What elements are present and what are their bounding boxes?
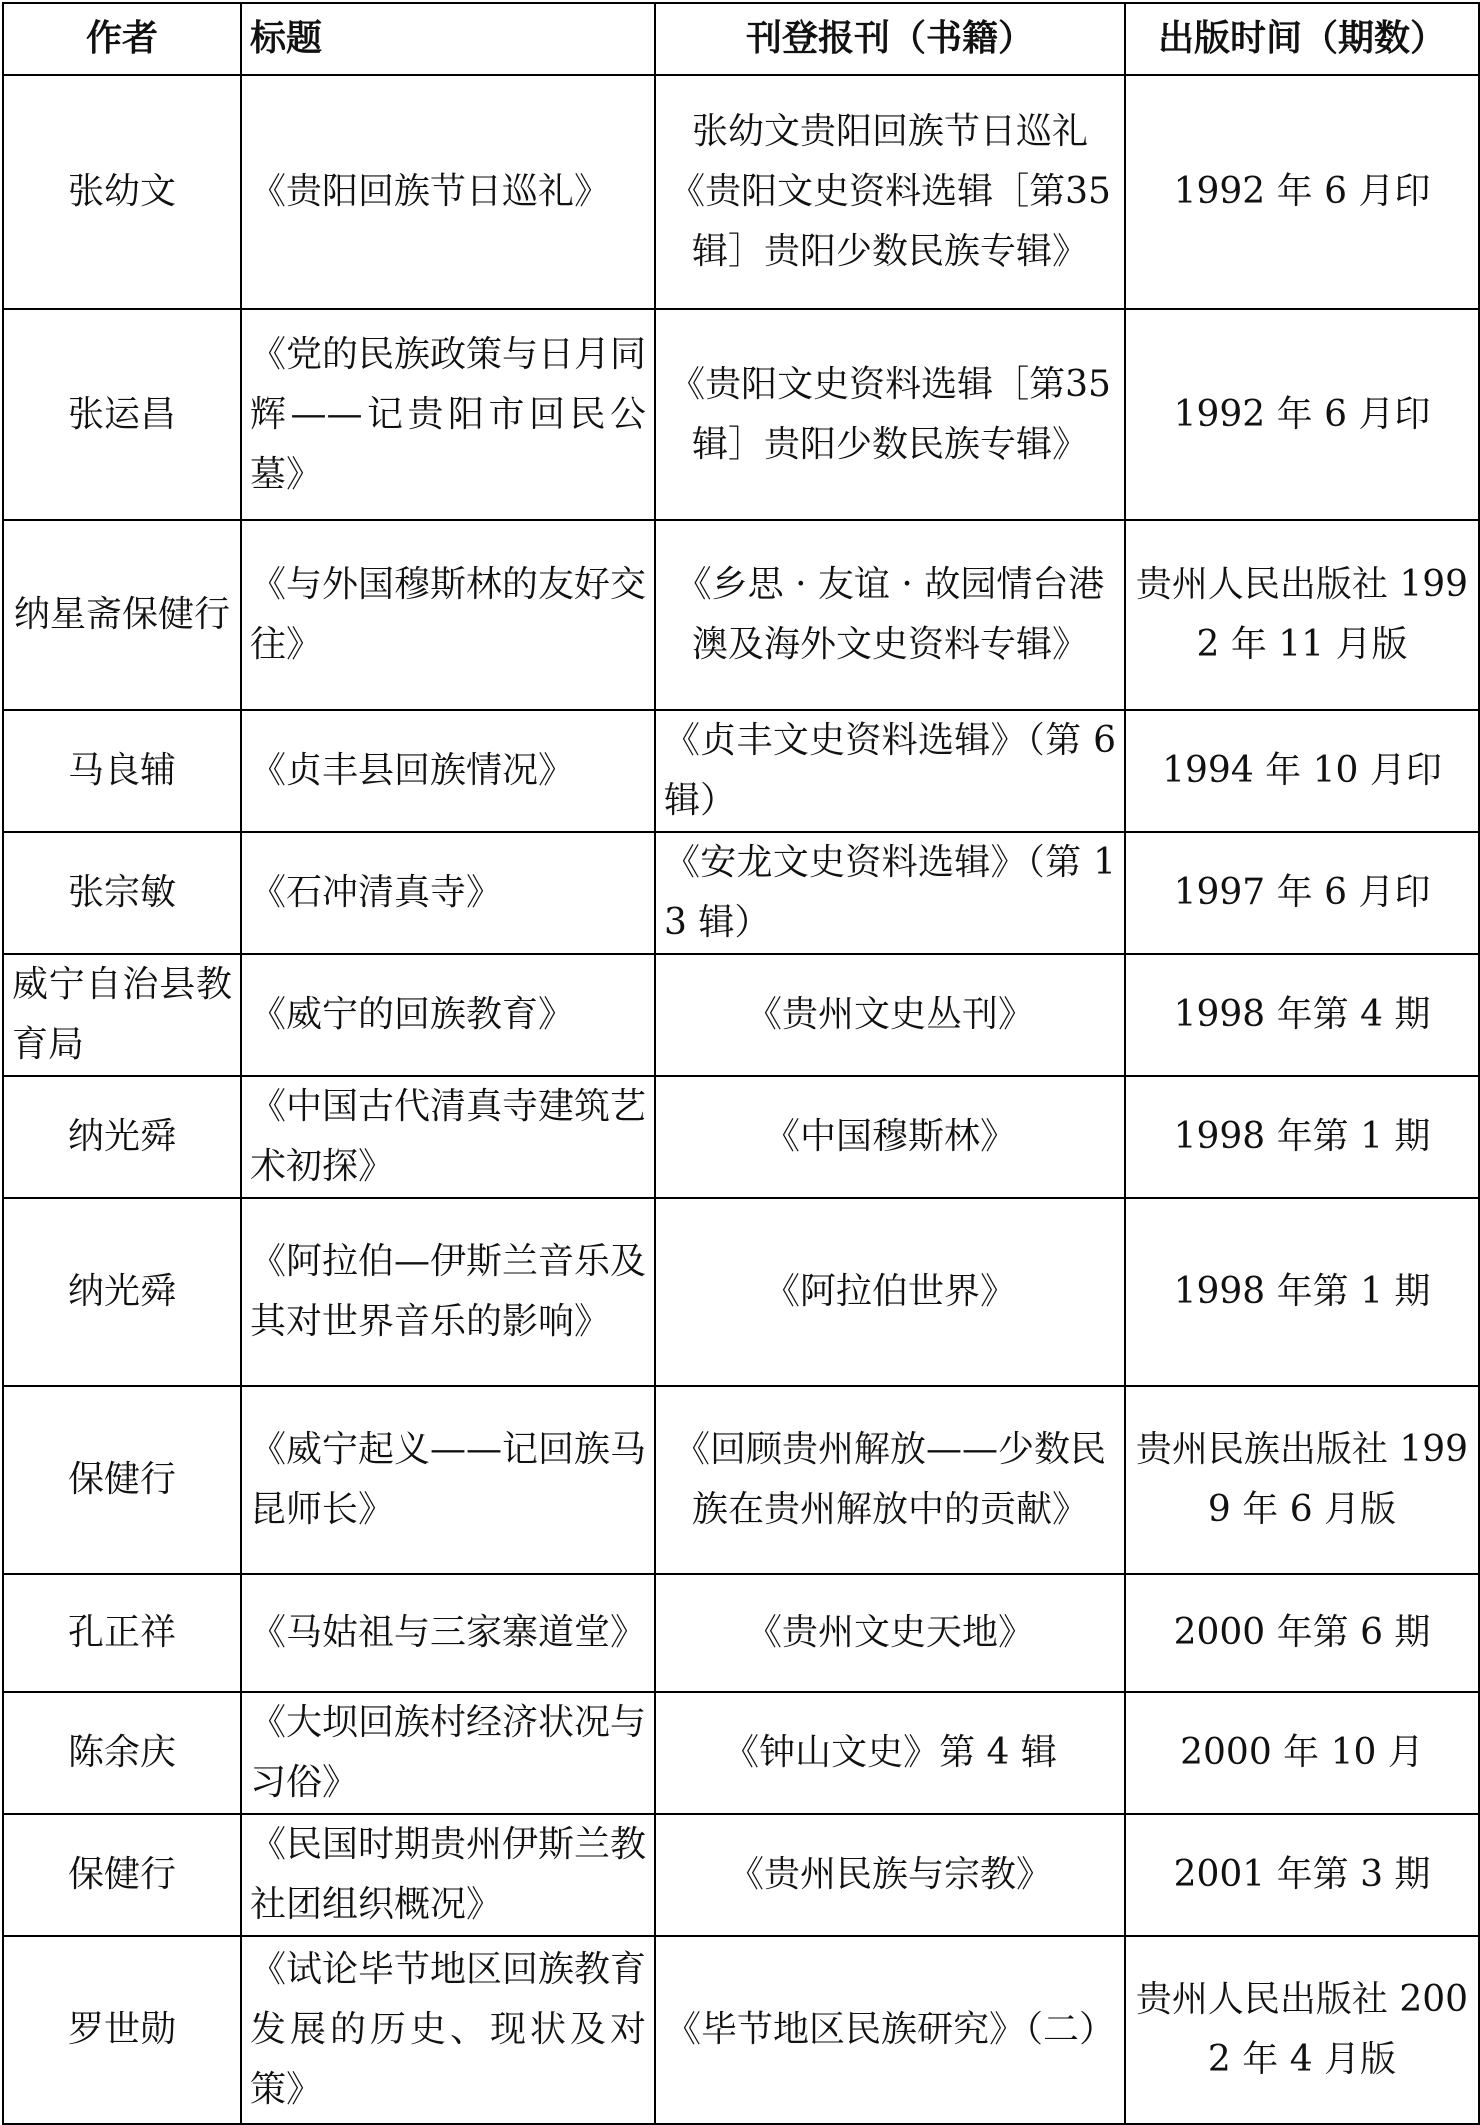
- title-cell: 《威宁的回族教育》: [241, 954, 655, 1076]
- author-cell: 陈余庆: [3, 1692, 241, 1814]
- table-row: [3, 710, 1479, 832]
- header-title: 标题: [241, 3, 655, 75]
- table-row: [3, 1814, 1479, 1936]
- publication-cell: 《中国穆斯林》: [655, 1076, 1125, 1198]
- author-cell: 马良辅: [3, 710, 241, 832]
- time-cell: 2000 年 10 月: [1125, 1692, 1479, 1814]
- publication-cell: 《贵州民族与宗教》: [655, 1814, 1125, 1936]
- title-cell: 《试论毕节地区回族教育发展的历史、现状及对策》: [241, 1936, 655, 2124]
- author-cell: 罗世勋: [3, 1936, 241, 2124]
- author-cell: 保健行: [3, 1386, 241, 1574]
- time-cell: 1994 年 10 月印: [1125, 710, 1479, 832]
- title-cell: 《石冲清真寺》: [241, 832, 655, 954]
- author-cell: 威宁自治县教育局: [3, 954, 241, 1076]
- title-cell: 《阿拉伯—伊斯兰音乐及其对世界音乐的影响》: [241, 1198, 655, 1386]
- title-cell: 《与外国穆斯林的友好交往》: [241, 520, 655, 710]
- publication-cell: 《钟山文史》第 4 辑: [655, 1692, 1125, 1814]
- time-cell: 2001 年第 3 期: [1125, 1814, 1479, 1936]
- table-row: [3, 1076, 1479, 1198]
- publication-cell: 《阿拉伯世界》: [655, 1198, 1125, 1386]
- title-cell: 《中国古代清真寺建筑艺术初探》: [241, 1076, 655, 1198]
- author-cell: 张幼文: [3, 75, 241, 309]
- table-row: [3, 954, 1479, 1076]
- table-row: [3, 1386, 1479, 1574]
- time-cell: 1997 年 6 月印: [1125, 832, 1479, 954]
- author-cell: 保健行: [3, 1814, 241, 1936]
- header-publication: 刊登报刊（书籍）: [655, 3, 1125, 75]
- author-cell: 纳星斋保健行: [3, 520, 241, 710]
- header-author: 作者: [3, 3, 241, 75]
- table-row: [3, 1692, 1479, 1814]
- title-cell: 《威宁起义——记回族马昆师长》: [241, 1386, 655, 1574]
- table-row: [3, 832, 1479, 954]
- table-row: [3, 1574, 1479, 1692]
- bibliography-table: [2, 2, 1480, 2125]
- publication-cell: 《贵阳文史资料选辑［第35辑］贵阳少数民族专辑》: [655, 309, 1125, 520]
- table-row: [3, 1198, 1479, 1386]
- table-row: [3, 309, 1479, 520]
- time-cell: 1998 年第 4 期: [1125, 954, 1479, 1076]
- time-cell: 1992 年 6 月印: [1125, 309, 1479, 520]
- author-cell: 张运昌: [3, 309, 241, 520]
- time-cell: 贵州人民出版社 2002 年 4 月版: [1125, 1936, 1479, 2124]
- table-row: [3, 75, 1479, 309]
- author-cell: 孔正祥: [3, 1574, 241, 1692]
- publication-cell: 《乡思 · 友谊 · 故园情台港澳及海外文史资料专辑》: [655, 520, 1125, 710]
- header-row: [3, 3, 1479, 75]
- title-cell: 《大坝回族村经济状况与习俗》: [241, 1692, 655, 1814]
- publication-cell: 《贵州文史天地》: [655, 1574, 1125, 1692]
- publication-cell: 张幼文贵阳回族节日巡礼《贵阳文史资料选辑［第35辑］贵阳少数民族专辑》: [655, 75, 1125, 309]
- header-time: 出版时间（期数）: [1125, 3, 1479, 75]
- title-cell: 《党的民族政策与日月同辉——记贵阳市回民公墓》: [241, 309, 655, 520]
- table-row: [3, 1936, 1479, 2124]
- title-cell: 《贞丰县回族情况》: [241, 710, 655, 832]
- time-cell: 1998 年第 1 期: [1125, 1076, 1479, 1198]
- publication-cell: 《贵州文史丛刊》: [655, 954, 1125, 1076]
- publication-cell: 《回顾贵州解放——少数民族在贵州解放中的贡献》: [655, 1386, 1125, 1574]
- publication-cell: 《贞丰文史资料选辑》（第 6 辑）: [655, 710, 1125, 832]
- title-cell: 《马姑祖与三家寨道堂》: [241, 1574, 655, 1692]
- time-cell: 1992 年 6 月印: [1125, 75, 1479, 309]
- author-cell: 纳光舜: [3, 1076, 241, 1198]
- table-row: [3, 520, 1479, 710]
- time-cell: 1998 年第 1 期: [1125, 1198, 1479, 1386]
- publication-cell: 《毕节地区民族研究》（二）: [655, 1936, 1125, 2124]
- time-cell: 贵州人民出版社 1992 年 11 月版: [1125, 520, 1479, 710]
- author-cell: 张宗敏: [3, 832, 241, 954]
- author-cell: 纳光舜: [3, 1198, 241, 1386]
- time-cell: 贵州民族出版社 1999 年 6 月版: [1125, 1386, 1479, 1574]
- title-cell: 《贵阳回族节日巡礼》: [241, 75, 655, 309]
- time-cell: 2000 年第 6 期: [1125, 1574, 1479, 1692]
- publication-cell: 《安龙文史资料选辑》（第 13 辑）: [655, 832, 1125, 954]
- title-cell: 《民国时期贵州伊斯兰教社团组织概况》: [241, 1814, 655, 1936]
